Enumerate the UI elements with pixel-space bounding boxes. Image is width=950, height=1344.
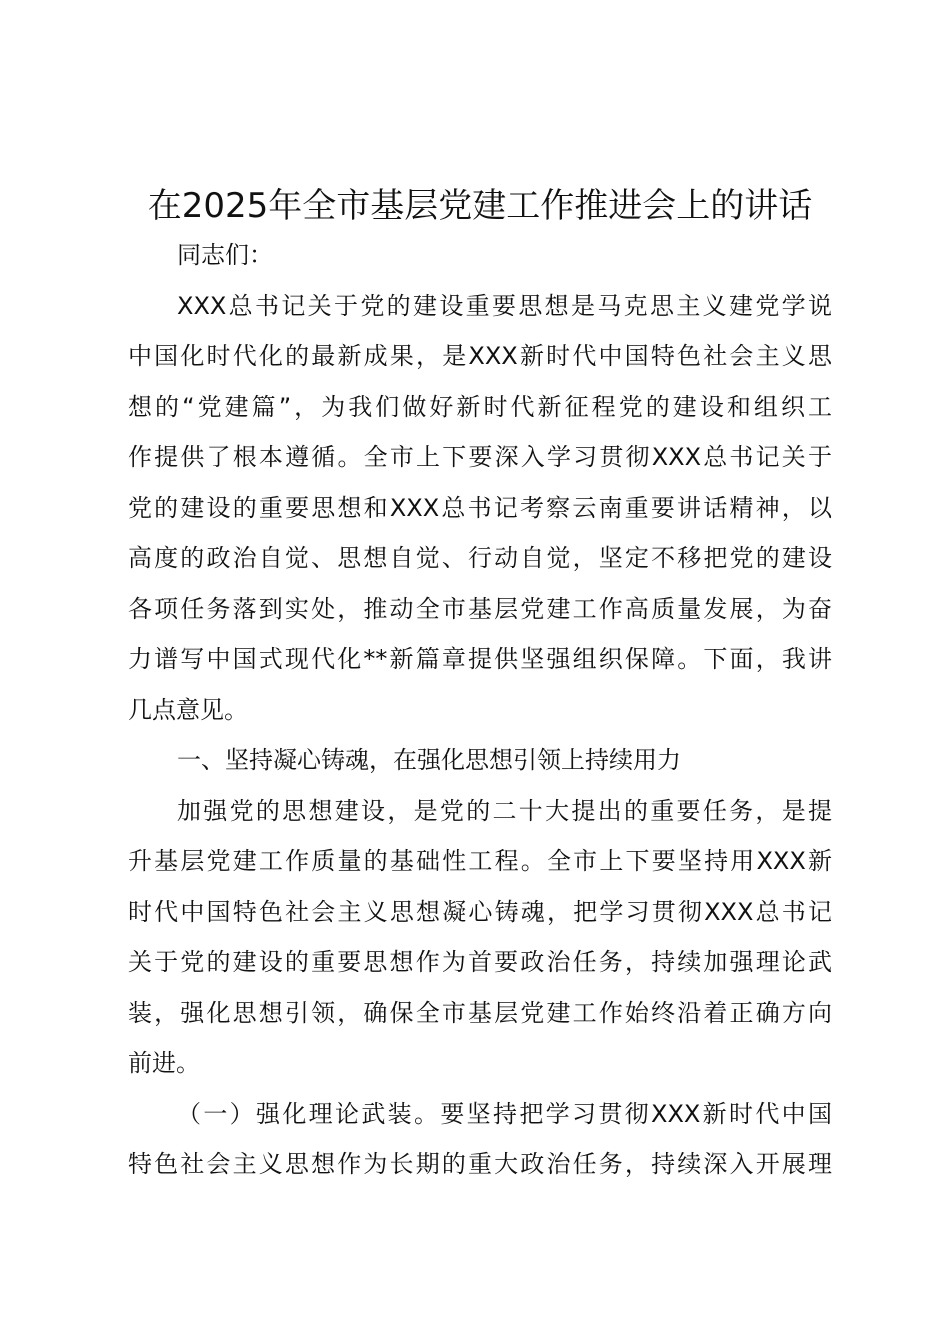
- document-body: [128, 230, 832, 1190]
- paragraph-line: 各项任务落到实处，推动全市基层党建工作高质量发展，为奋: [128, 594, 832, 623]
- paragraph-line: （一）强化理论武装。要坚持把学习贯彻XXX新时代中国: [177, 1099, 832, 1128]
- paragraph-line: 特色社会主义思想作为长期的重大政治任务，持续深入开展理: [128, 1150, 832, 1178]
- paragraph-line: XXX总书记关于党的建设重要思想是马克思主义建党学说: [177, 291, 832, 320]
- paragraph-line: 一、坚持凝心铸魂，在强化思想引领上持续用力: [177, 746, 681, 774]
- paragraph-line: 加强党的思想建设，是党的二十大提出的重要任务，是提: [177, 796, 832, 825]
- paragraph-line: 时代中国特色社会主义思想凝心铸魂，把学习贯彻XXX总书记: [128, 897, 832, 926]
- paragraph-line: 装，强化思想引领，确保全市基层党建工作始终沿着正确方向: [128, 998, 832, 1027]
- document-title: 在2025年全市基层党建工作推进会上的讲话: [147, 186, 813, 226]
- paragraph-line: 中国化时代化的最新成果，是XXX新时代中国特色社会主义思: [128, 342, 832, 370]
- paragraph-line: 升基层党建工作质量的基础性工程。全市上下要坚持用XXX新: [128, 847, 832, 875]
- paragraph-line: 党的建设的重要思想和XXX总书记考察云南重要讲话精神，以: [128, 493, 832, 522]
- paragraph-line: 几点意见。: [128, 695, 248, 724]
- paragraph-line: 同志们：: [177, 241, 273, 269]
- paragraph-line: 关于党的建设的重要思想作为首要政治任务，持续加强理论武: [128, 948, 832, 976]
- paragraph-line: 力谱写中国式现代化**新篇章提供坚强组织保障。下面，我讲: [128, 645, 832, 673]
- paragraph-line: 想的“党建篇”，为我们做好新时代新征程党的建设和组织工: [128, 392, 832, 421]
- paragraph-line: 高度的政治自觉、思想自觉、行动自觉，坚定不移把党的建设: [128, 544, 832, 572]
- paragraph-line: 前进。: [128, 1049, 200, 1077]
- paragraph-line: 作提供了根本遵循。全市上下要深入学习贯彻XXX总书记关于: [128, 443, 832, 471]
